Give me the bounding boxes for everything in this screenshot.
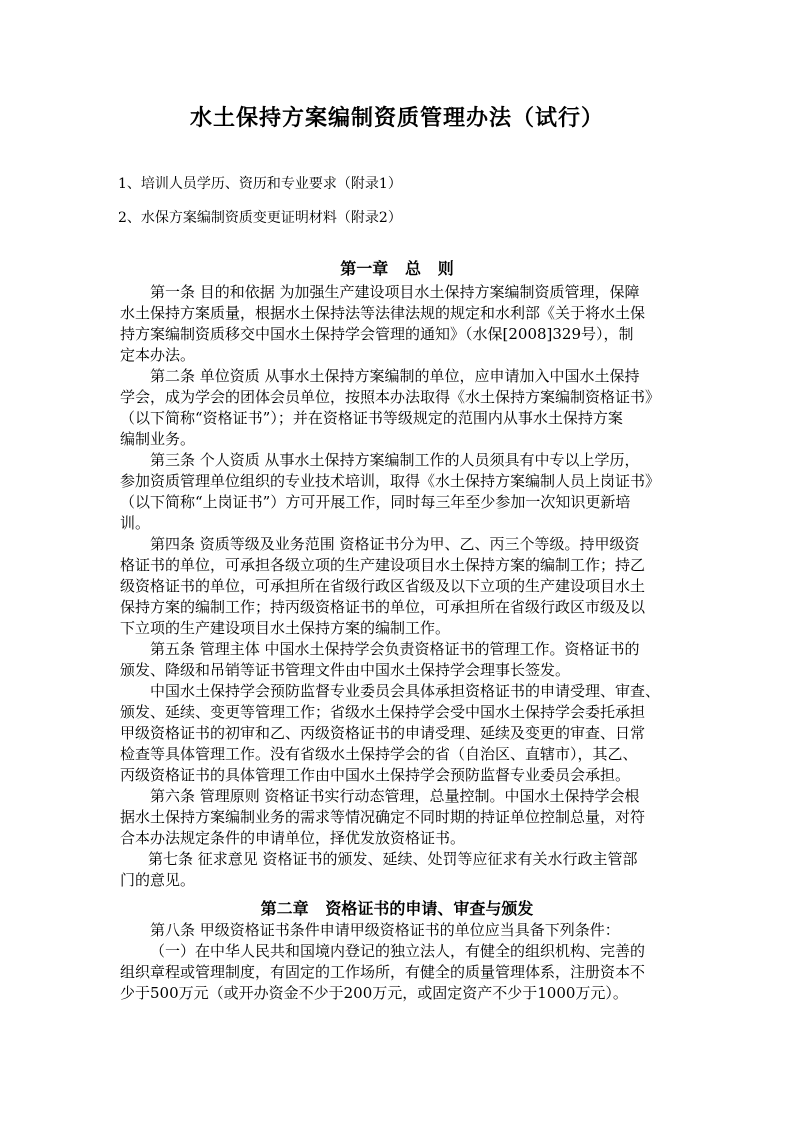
article-line: 据水土保持方案编制业务的需求等情况确定不同时期的持证单位控制总量，对符 bbox=[120, 808, 646, 826]
article-line: 第七条 征求意见 资格证书的颁发、延续、处罚等应征求有关水行政主管部 bbox=[148, 850, 638, 868]
chapter-2-body bbox=[120, 920, 680, 1004]
article-line: 组织章程或管理制度，有固定的工作场所，有健全的质量管理体系，注册资本不 bbox=[120, 963, 646, 981]
article-line: 第二条 单位资质 从事水土保持方案编制的单位，应申请加入中国水土保持 bbox=[150, 367, 640, 385]
chapter-1-body bbox=[120, 282, 680, 891]
article-line: 第一条 目的和依据 为加强生产建设项目水土保持方案编制资质管理，保障 bbox=[150, 283, 640, 301]
article-line: 颁发、延续、变更等管理工作；省级水土保持学会受中国水土保持学会委托承担 bbox=[120, 703, 646, 721]
appendix-item-2: 2、水保方案编制资质变更证明材料（附录2） bbox=[118, 210, 402, 226]
article-line: 第四条 资质等级及业务范围 资格证书分为甲、乙、丙三个等级。持甲级资 bbox=[150, 535, 640, 553]
article-line: 持方案编制资质移交中国水土保持学会管理的通知》（水保[2008]329号），制 bbox=[120, 325, 634, 343]
article-line: 训。 bbox=[120, 514, 151, 532]
chapter-2-heading: 第二章 资格证书的申请、审查与颁发 bbox=[260, 899, 534, 918]
article-line: 中国水土保持学会预防监督专业委员会具体承担资格证书的申请受理、审查、 bbox=[150, 682, 661, 700]
article-line: 级资格证书的单位，可承担所在省级行政区省级及以下立项的生产建设项目水土 bbox=[120, 577, 646, 595]
appendix-item-1: 1、培训人员学历、资历和专业要求（附录1） bbox=[118, 176, 402, 192]
article-line: 第三条 个人资质 从事水土保持方案编制工作的人员须具有中专以上学历， bbox=[150, 451, 640, 469]
article-line: 丙级资格证书的具体管理工作由中国水土保持学会预防监督专业委员会承担。 bbox=[120, 766, 631, 784]
article-line: 第八条 甲级资格证书条件申请甲级资格证书的单位应当具备下列条件： bbox=[150, 921, 620, 939]
article-line: 颁发、降级和吊销等证书管理文件由中国水土保持学会理事长签发。 bbox=[120, 661, 571, 679]
article-line: （一）在中华人民共和国境内登记的独立法人，有健全的组织机构、完善的 bbox=[150, 942, 646, 960]
article-line: 保持方案的编制工作；持丙级资格证书的单位，可承担所在省级行政区市级及以 bbox=[120, 598, 646, 616]
article-line: 编制业务。 bbox=[120, 430, 196, 448]
article-line: 第六条 管理原则 资格证书实行动态管理，总量控制。中国水土保持学会根 bbox=[150, 787, 640, 805]
article-line: 格证书的单位，可承担各级立项的生产建设项目水土保持方案的编制工作；持乙 bbox=[120, 556, 646, 574]
article-line: 定本办法。 bbox=[120, 346, 196, 364]
article-line: 门的意见。 bbox=[120, 871, 196, 889]
article-line: 少于500万元（或开办资金不少于200万元，或固定资产不少于1000万元）。 bbox=[120, 984, 628, 1002]
article-line: （以下简称“资格证书”）；并在资格证书等级规定的范围内从事水土保持方案 bbox=[120, 409, 623, 427]
article-line: 水土保持方案质量，根据水土保持法等法律法规的规定和水利部《关于将水土保 bbox=[120, 304, 646, 322]
article-line: 第五条 管理主体 中国水土保持学会负责资格证书的管理工作。资格证书的 bbox=[150, 640, 640, 658]
article-line: 参加资质管理单位组织的专业技术培训，取得《水土保持方案编制人员上岗证书》 bbox=[120, 472, 661, 490]
article-line: 甲级资格证书的初审和乙、丙级资格证书的申请受理、延续及变更的审查、日常 bbox=[120, 724, 646, 742]
article-line: 检查等具体管理工作。没有省级水土保持学会的省（自治区、直辖市），其乙、 bbox=[120, 745, 638, 763]
chapter-1-heading: 第一章 总 则 bbox=[340, 259, 454, 278]
document-title: 水土保持方案编制资质管理办法（试行） bbox=[189, 105, 604, 131]
article-line: 下立项的生产建设项目水土保持方案的编制工作。 bbox=[120, 619, 451, 637]
article-line: 合本办法规定条件的申请单位，择优发放资格证书。 bbox=[120, 829, 466, 847]
article-line: （以下简称“上岗证书”）方可开展工作，同时每三年至少参加一次知识更新培 bbox=[120, 493, 631, 511]
article-line: 学会，成为学会的团体会员单位，按照本办法取得《水土保持方案编制资格证书》 bbox=[120, 388, 661, 406]
